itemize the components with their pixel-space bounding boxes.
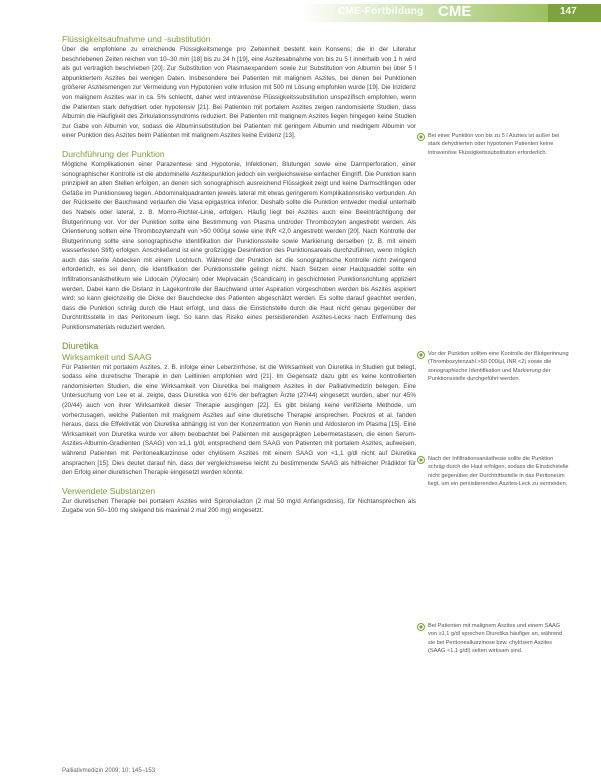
heading-diuretics: Diuretika (62, 340, 99, 351)
bullet-icon (417, 133, 425, 141)
bullet-icon (417, 456, 425, 464)
subheading-saag: Wirksamkeit und SAAG (62, 351, 152, 362)
bullet-icon (417, 351, 425, 359)
margin-note-text: Bei Patienten mit malignem Aszites und einem SAAG von ≥1,1 g/dl sprechen Diuretika häufiger an, während sie bei Peritonealkarzinose bzw. chylösem Aszites (SAAG <1,1 g/dl) selten wirksam sind. (428, 623, 563, 655)
paragraph-procedure: Mögliche Komplikationen einer Parazentese sind Hypotonie, Infektionen, Blutungen sowie eine Darmperforation, einer sonographischer Kontrolle ist die abdominelle Aszitespunktion jedoch ein vergleichsweise einfacher Eingriff. Die Punktion kann prinzipiell an allen Stellen erfolgen, an denen sich sonographisch ausreichend Flüssigkeit zeigt und keine Darmschlingen oder Gefäße im Punktionsweg liegen. Abdominalquadranten jeweils lateral mit etwas geringerem Komplikationsrisiko verbunden. An der Rückseite der Bauchwand verlaufen die Vasa epigastrica inferior. Deshalb sollte die Punktion entweder medial unterhalb des Nabels oder lateral, z. B. Monro-Richter-Linie, erfolgen. Häufig liegt bei Aszites auch eine Beeinträchtigung der Blutgerinnung vor. Vor der Punktion sollte eine Bestimmung von Plasma und/oder Thrombozyten angestrebt werden. Als Orientierung sollten eine Thrombozytenzahl von >50 000/µl sowie eine INR <2,0 angestrebt werden [20]. Nach Kontrolle der Blutgerinnung sollte eine sonographische Identifikation der Punktionsstelle sowie Markierung derselben (z. B. mit einem wasserfesten Stift) erfolgen. Anschließend ist eine großzügige Desinfektion des Punktionsareals durchzuführen, wenn möglich auch das sterile Abdecken mit einem Lochtuch. Während der Punktion ist die sonographische Kontrolle nicht zwingend erforderlich, es sei denn, die Identifikation der Punktionsstelle gelingt nicht. Nach Setzen einer Hautquaddel sollte ein Infiltrationsanästhetikum wie Lidocain (Xylocain) oder Mepivacain (Scandicain) in geschichteten Punktionsrichtung appliziert werden. Dabei kann die Distanz in Lagekontrolle der Bauchwand unter Aspiration vorgeschoben werden bis Aszites aspiriert wird; so kann gleichzeitig die Dicke der Bauchdecke des Patienten abgeschätzt werden. Es sollte darauf geachtet werden, dass die Punktion schräg durch die Haut erfolgt, und dass die Einstichstelle durch die Haut nicht genau gegenüber der Durchtrittsstelle in das Peritoneum liegt. So kann das Risiko eines persistierenden Aszites-Lecks nach Entfernung des Punktionsmaterials reduziert werden. (62, 160, 416, 332)
margin-note-text: Bei einer Punktion von bis zu 5 l Aszites ist außer bei stark dehydrierten oder hypotonen Patienten keine intravenöse Flüssigkeitssubstitution erforderlich. (428, 133, 560, 156)
cme-label: CME (438, 3, 472, 20)
page-footer: Palliativmedizin 2009; 10: 145–153 (62, 768, 156, 774)
bullet-icon (417, 623, 425, 631)
paragraph-fluid: Über die empfohlene zu erreichende Flüssigkeitsmenge pro Zeiteinheit besteht kein Konsens; die in der Literatur beschriebenen Zeiten reichen von 10–30 min [18] bis zu 24 h [19], eine Aszitesabnahme von bis zu 5 l innerhalb von 1 h wird als gut vertraglich beschrieben [20]. Zur Substitution von Plasmaexpandern sowie zur Substitution von Albumin bei über 5 l abpunktiertem Aszites bei wenigen Daten. Insbesondere bei Patienten mit malignem Aszites, bei denen bei Punktionen größerer Aszitesmengen zur Vermeidung von Hypotonien volle Infusion mit 500 ml Lösung empfohlen wurde [19]. Die Inzidenz von malignem Aszites war in ca. 5% schlecht, daher wird intravenöse Flüssigkeitssubstitution unspezifisch empfohlen, wenn die Patienten stark dehydriert oder hypotensiv [21]. Bei Patienten mit portalem Aszites zeigen randomisierte Studien, dass Albumin die Häufigkeit des Zirkulationssyndroms reduziert. Bei Patienten mit malignem Aszites liegen hingegen keine Studien zur Gabe von Albumin vor, sodass die Albuminsubstitution bei Patienten mit geringem Albumin und niedrigem Albumin vor einer Punktion des Aszites beim Patienten mit malignem Aszites keine Evidenz [13]. (62, 46, 416, 140)
margin-note-3 (428, 455, 570, 489)
paragraph-diuretics: Für Patienten mit portalem Aszites, z. B. infolge einer Leberzirrhose, ist die Wirksamkeit von Diuretika in Studien gut belegt, sodass eine diuretische Therapie in den Leitlinien empfohlen wird [21]. Im Gegensatz dazu gibt es keine kontrollierten randomisierten Studien, die eine Wirksamkeit von Diuretika bei malignem Aszites in der Palliativmedizin belegen. Eine Untersuchung von Lee et al. zeigte, dass Diuretika von 61% der befragten Ärzte (27/44) eingesetzt wurden, aber nur 45% (20/44) auch von ihrer Wirksamkeit dieser Therapie ausgingen [22]. Es gibt bislang keine verifizierte Methode, um vorherzusagen, welche Patienten mit malignem Aszites auf eine diuretische Therapie ansprechen. Pockros et al. fanden heraus, dass die Effektivität von Diuretika abhängig ist von der Konzentration von Renin und Aldosteron im Plasma [15]. Eine Wirksamkeit von Diuretika wurde vor allem beobachtet bei Patienten mit ausgeprägten Lebermetastasen, die einen Serum-Aszites-Albumin-Gradienten (SAAG) von ≥1,1 g/dl, entsprechend dem SAAG von Patienten mit portalem Aszites, aufweisen, während Patienten mit Peritonealkarzinose oder chylösem Aszites mit einem SAAG von <1,1 g/dl nicht auf Diuretika ansprachen [15]. Dies deutet darauf hin, dass der vergleichsweise leicht zu bestimmende SAAG als hilfreicher Prädiktor für den Erfolg einer diuretischen Therapie eingesetzt werden könnte. (62, 363, 416, 477)
margin-note-4 (428, 622, 570, 656)
heading-substances: Verwendete Substanzen (62, 485, 156, 496)
margin-note-text: Nach der Infiltrationsanästhesie sollte die Punktion schräg durch die Haut erfolgen, sodass die Einstichstelle nicht gegenüber der Durchtrittsstelle in das Peritoneum liegt, um ein persistierendes Aszites-Leck zu vermeiden. (428, 456, 569, 488)
page-header (0, 0, 601, 26)
heading-fluid: Flüssigkeitsaufnahme und -substitution (62, 34, 211, 44)
margin-note-text: Vor der Punktion sollten eine Kontrolle der Blutgerinnung (Thrombozytenzahl >50 000/µl, INR <2) sowie die sonographische Identifikation und Markierung der Punktionsstelle durchgeführt werden. (428, 351, 569, 383)
heading-procedure: Durchführung der Punktion (62, 148, 165, 159)
page-number: 147 (560, 6, 577, 17)
paragraph-substances: Zur diuretischen Therapie bei portalem Aszites wird Spironolacton (2 mal 50 mg/d Anfangsdosis), für Nichtansprechen als Zugabe von 50–100 mg steigend bis maximal 2 mal 200 mg) eingesetzt. (62, 497, 416, 515)
main-column (62, 34, 416, 516)
margin-note-1 (428, 132, 570, 157)
margin-note-2 (428, 350, 570, 384)
section-title: CME-Fortbildung (338, 6, 424, 17)
